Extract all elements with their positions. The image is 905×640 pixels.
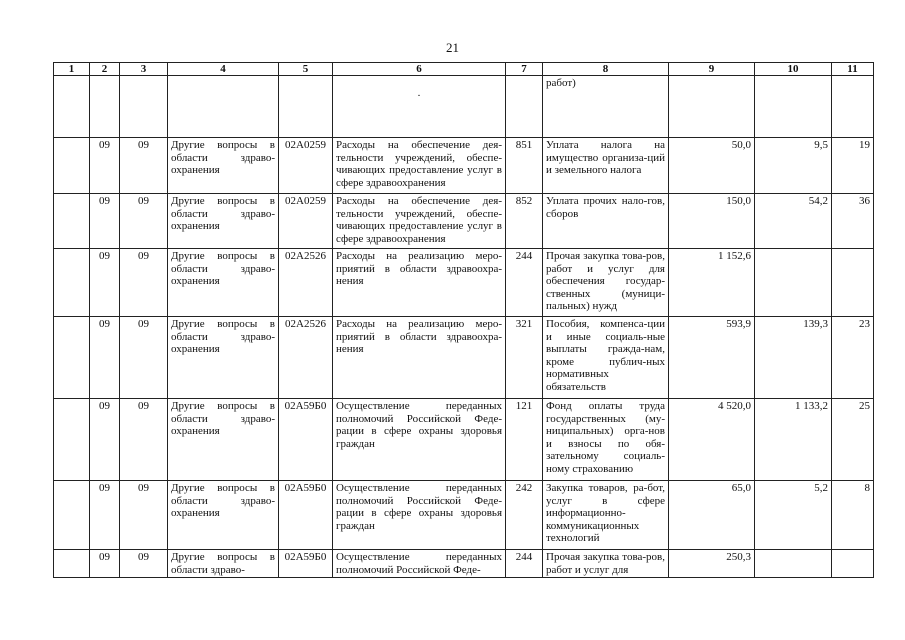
header-row	[54, 63, 874, 76]
cell-expense-code: 852	[506, 194, 543, 249]
cell-actual	[755, 550, 832, 578]
cell-subsection: 09	[120, 194, 168, 249]
cell-subsection-name: Другие вопросы в области здраво-охранения	[168, 194, 279, 249]
cell	[832, 76, 874, 138]
header-col-9: 9	[669, 63, 755, 76]
header-col-7: 7	[506, 63, 543, 76]
cell-plan: 50,0	[669, 138, 755, 194]
table-row	[54, 317, 874, 399]
header-col-8: 8	[543, 63, 669, 76]
cell-target-name: Расходы на реализацию меро-приятий в области здравоохра-нения	[333, 249, 506, 317]
cell-expense-code: 121	[506, 399, 543, 481]
cell-target-name: Осуществление переданных полномочий Российской Феде-	[333, 550, 506, 578]
cell-percent: 19	[832, 138, 874, 194]
cell-subsection-name: Другие вопросы в области здраво-охранения	[168, 399, 279, 481]
cell-expense-code: 244	[506, 249, 543, 317]
cell-percent: 25	[832, 399, 874, 481]
cell-actual: 139,3	[755, 317, 832, 399]
cell-subsection: 09	[120, 399, 168, 481]
cell-expense-code: 851	[506, 138, 543, 194]
cell-section: 09	[90, 399, 120, 481]
cell-expense-type: Прочая закупка това-ров, работ и услуг для обеспечения государ-ственных (муници-пальных) нужд	[543, 249, 669, 317]
cell-expense-code: 321	[506, 317, 543, 399]
cell-actual: 5,2	[755, 481, 832, 550]
header-col-11: 11	[832, 63, 874, 76]
cell-percent	[832, 249, 874, 317]
cell-plan: 250,3	[669, 550, 755, 578]
table-row	[54, 399, 874, 481]
cell-section: 09	[90, 194, 120, 249]
cell-target-name: Расходы на обеспечение дея-тельности учреждений, обеспе-чивающих предоставление услуг в сфере здравоохранения	[333, 194, 506, 249]
cell-actual: 9,5	[755, 138, 832, 194]
cell-subsection: 09	[120, 317, 168, 399]
cell-subsection: 09	[120, 481, 168, 550]
table-row	[54, 550, 874, 578]
cell-target-code: 02А2526	[279, 249, 333, 317]
cell-target-code: 02А2526	[279, 317, 333, 399]
cell-plan: 1 152,6	[669, 249, 755, 317]
header-col-4: 4	[168, 63, 279, 76]
page-number: 21	[446, 40, 459, 55]
cell-target-name: Осуществление переданных полномочий Российской Феде-рации в сфере охраны здоровья граждан	[333, 399, 506, 481]
cell-expense-code: 244	[506, 550, 543, 578]
cell-actual	[755, 249, 832, 317]
header-col-3: 3	[120, 63, 168, 76]
cell-expense-code: 242	[506, 481, 543, 550]
table-row	[54, 481, 874, 550]
cell	[333, 76, 506, 138]
cell-target-code: 02А59Б0	[279, 481, 333, 550]
cell-expense-type: Фонд оплаты труда государственных (му-ниципальных) орга-нов и взносы по обя-зательному социаль-ному страхованию	[543, 399, 669, 481]
cell	[669, 76, 755, 138]
cell-actual: 1 133,2	[755, 399, 832, 481]
cell-section: 09	[90, 481, 120, 550]
cell-actual: 54,2	[755, 194, 832, 249]
table-row	[54, 194, 874, 249]
cell-section: 09	[90, 138, 120, 194]
cell-expense-type: Уплата налога на имущество организа-ций и земельного налога	[543, 138, 669, 194]
cell-subsection-name: Другие вопросы в области здраво-охранения	[168, 481, 279, 550]
cell	[168, 76, 279, 138]
cell	[755, 76, 832, 138]
cell-expense-type: Пособия, компенса-ции и иные социаль-ные выплаты гражда-нам, кроме публич-ных нормативных обязательств	[543, 317, 669, 399]
cell-subsection: 09	[120, 550, 168, 578]
cell-plan: 65,0	[669, 481, 755, 550]
cell-target-code: 02А0259	[279, 194, 333, 249]
cell	[54, 249, 90, 317]
cell-percent: 23	[832, 317, 874, 399]
cell-plan: 150,0	[669, 194, 755, 249]
header-col-6: 6	[333, 63, 506, 76]
cell	[54, 481, 90, 550]
cell-target-name: Осуществление переданных полномочий Российской Феде-рации в сфере охраны здоровья граждан	[333, 481, 506, 550]
cell-subsection: 09	[120, 138, 168, 194]
table-row-continuation	[54, 76, 874, 138]
cell	[54, 550, 90, 578]
cell	[54, 194, 90, 249]
cell	[54, 76, 90, 138]
cell-target-code: 02А0259	[279, 138, 333, 194]
cell-plan: 593,9	[669, 317, 755, 399]
header-col-5: 5	[279, 63, 333, 76]
cell	[506, 76, 543, 138]
header-col-2: 2	[90, 63, 120, 76]
dot-mark: .	[417, 87, 421, 99]
table-row	[54, 138, 874, 194]
cell-expense-type: Прочая закупка това-ров, работ и услуг для	[543, 550, 669, 578]
cell-expense-type: работ)	[543, 76, 669, 138]
cell-target-name: Расходы на обеспечение дея-тельности учреждений, обеспе-чивающих предоставление услуг в сфере здравоохранения	[333, 138, 506, 194]
cell	[54, 399, 90, 481]
table-row	[54, 249, 874, 317]
cell-subsection: 09	[120, 249, 168, 317]
cell-target-name: Расходы на реализацию меро-приятий в области здравоохра-нения	[333, 317, 506, 399]
cell-section: 09	[90, 249, 120, 317]
cell	[279, 76, 333, 138]
cell-section: 09	[90, 317, 120, 399]
cell-subsection-name: Другие вопросы в области здраво-охранения	[168, 317, 279, 399]
cell-subsection-name: Другие вопросы в области здраво-охранения	[168, 249, 279, 317]
cell-subsection-name: Другие вопросы в области здраво-охранения	[168, 138, 279, 194]
budget-table	[53, 62, 874, 578]
cell-target-code: 02А59Б0	[279, 399, 333, 481]
cell-percent: 8	[832, 481, 874, 550]
cell-section: 09	[90, 550, 120, 578]
cell	[54, 138, 90, 194]
cell-percent: 36	[832, 194, 874, 249]
cell-expense-type: Уплата прочих нало-гов, сборов	[543, 194, 669, 249]
cell-target-code: 02А59Б0	[279, 550, 333, 578]
cell	[54, 317, 90, 399]
cell-percent	[832, 550, 874, 578]
cell	[90, 76, 120, 138]
cell-expense-type: Закупка товаров, ра-бот, услуг в сфере информационно-коммуникационных технологий	[543, 481, 669, 550]
header-col-10: 10	[755, 63, 832, 76]
header-col-1: 1	[54, 63, 90, 76]
cell-subsection-name: Другие вопросы в области здраво-	[168, 550, 279, 578]
cell	[120, 76, 168, 138]
cell-plan: 4 520,0	[669, 399, 755, 481]
